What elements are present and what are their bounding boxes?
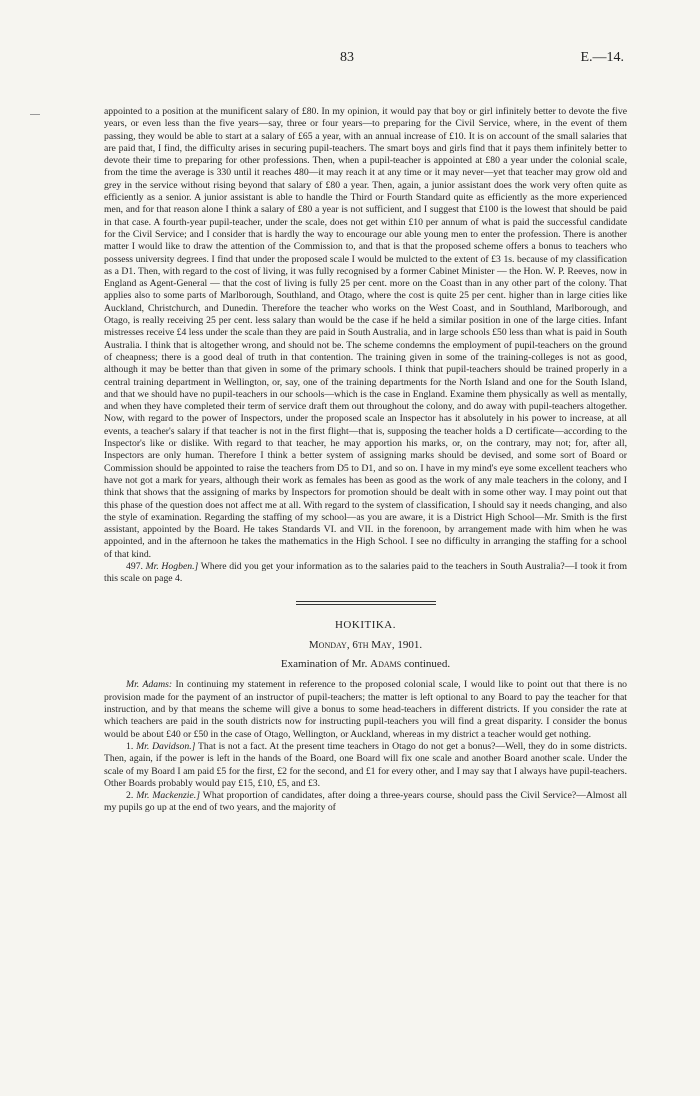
question-speaker: Mr. Davidson.] [136, 740, 196, 752]
question-497 [104, 561, 627, 586]
question-text: What proportion of candidates, after doing a three-years course, should pass the Civil Service?—Almost all my pupils go up at the end of two years, and the majority of [104, 790, 628, 814]
margin-mark [30, 114, 40, 115]
examination-suffix: continued. [403, 658, 451, 671]
examinee-name: Adams [370, 658, 402, 671]
examination-prefix: Examination of Mr. [280, 658, 368, 671]
statement-text: In continuing my statement in reference to the proposed colonial scale, I would like to point out that there is no provision made for the payment of an instructor of pupil-teachers; the matter is left optional to any Board to pay the teacher for that instruction, and by that means the scheme will give a bonus to some head-teachers in different districts. If you consider the rate at which teachers are paid in the south districts now for instructing pupil-teachers you will find a great disparity. I consider the bonus would be about £40 or £50 in the case of Otago, Wellington, or Auckland, whereas in my district a teacher would get nothing. [104, 679, 628, 740]
date-heading: Monday, 6th May, 1901. [308, 638, 423, 651]
examination-heading [104, 658, 627, 670]
document-reference: E.—14. [580, 50, 624, 65]
question-speaker: Mr. Hogben.] [145, 560, 199, 572]
question-number: 497. [126, 560, 143, 572]
question-2 [104, 790, 627, 815]
adams-statement [104, 679, 627, 740]
section-divider [296, 601, 436, 605]
statement-speaker: Mr. Adams: [126, 679, 173, 691]
question-1 [104, 741, 627, 790]
page-number: 83 [340, 50, 354, 65]
question-text: Where did you get your information as to the salaries paid to the teachers in South Australia?—I took it from this scale on page 4. [104, 560, 628, 585]
page-body [104, 106, 627, 815]
question-text: That is not a fact. At the present time teachers in Otago do not get a bonus?—Well, they do in some districts. Then, again, if the power is left in the hands of the Board, one Board will fix one scale and another Board another scale. Under the scale of my Board I am paid £5 for the first, £2 for the second, and £1 for every other, and I may say that I always have pupil-teachers. Other Boards probably would pay £15, £10, £5, and £3. [104, 740, 627, 789]
question-number: 2. [126, 790, 134, 802]
place-heading: HOKITIKA. [334, 618, 396, 631]
question-number: 1. [126, 740, 134, 752]
question-speaker: Mr. Mackenzie.] [136, 790, 200, 802]
statement-paragraph: appointed to a position at the munificent salary of £80. In my opinion, it would pay that boy or girl infinitely better to devote the five years, or even less than the five years—say, three or four years—to preparing for the Civil Service, where, in the event of them passing, they would be able to start at a salary of £65 a year, with an annual increase of £10. It is on account of the small salaries that are paid that, I find, the difficulty arises in securing pupil-teachers. The smart boys and girls find that it pays them infinitely better to devote their time to preparing for other professions. Then, when a pupil-teacher is appointed at £80 a year under the colonial scale, from the time the average is 330 until it reaches 480—it may reach it at any time or it may never—yet that teacher may grow old and grey in the service without rising beyond that salary of £80 a year. Then, again, a junior assistant does the work very often quite as efficiently as a senior. A junior assistant is able to handle the Third or Fourth Standard quite as efficiently as the more experienced men, and for that reason alone I think a salary of £80 a year is not sufficient, and I suggest that £100 is the lowest that should be paid in that case. A fourth-year pupil-teacher, under the scale, does not get within £10 per annum of what is paid the successful candidate for the Civil Service; and I consider that is hardly the way to encourage our able young men to enter the profession. There is another matter I would like to draw the attention of the Commission to, and that is that the proposed scheme offers a bonus to teachers who possess university degrees. I find that under the proposed scale I would be mulcted to the extent of £3 1s. because of my classification as a D1. Then, with regard to the cost of living, it was fully recognised by a former Cabinet Minister — the Hon. W. P. Reeves, now in England as Agent-General — that the cost of living is fully 25 per cent. more on the Coast than in any other part of the colony. That applies also to some parts of Marlborough, Southland, and Otago, where the cost is quite 25 per cent. higher than in large cities like Auckland, Christchurch, and Dunedin. Therefore the teacher who works on the West Coast, and in Southland, Marlborough, and Otago, is really receiving 25 per cent. less salary than would be the case if he held a similar position in one of the large cities. Infant mistresses receive £4 less under the scale than they are paid in South Australia, and in large schools £50 less than what is paid in South Australia. I think that is altogether wrong, and should not be. The scheme condemns the employment of pupil-teachers on the ground of cheapness; there is a good deal of truth in that contention. The training given in some of the training-colleges is not as good, although it may be better than that given in some of the primary schools. I think that pupil-teachers should be trained properly in a central training department in Wellington, or, say, one of the training departments for the North Island and one for the South Island, and that we should have no pupil-teachers in our schools—which is the case in England. Examine them physically as well as mentally, and when they have completed their term of service draft them out throughout the colony, and do away with pupil-teachers altogether. Now, with regard to the power of Inspectors, under the proposed scale an Inspector has it absolutely in his power to increase, at all events, a teacher's salary if that teacher is not in the first flight—that is, supposing the teacher holds a D certificate—according to the Inspector's like or dislike. With regard to that teacher, he may apportion his marks, or, on the contrary, may not; for, after all, Inspectors are only human. Therefore I think a better system of assigning marks should be devised, and some sort of Board or Commission should be appointed to raise the teachers from D5 to D1, and so on. I have in my mind's eye some excellent teachers who have not got a mark for years, although their work as females has been as good as the work of any male teachers in the colony, and I think that shows that the assigning of marks by Inspectors for promotion should be dealt with in some other way. I may point out that this phase of the question does not affect me at all. With regard to the system of classification, I should say it needs changing, and also the style of examination. Regarding the staffing of my school—as you are aware, it is a District High School—Mr. Smith is the first assistant, appointed by the Board. He takes Standards VI. and VII. in the forenoon, by arrangement made with him when he was appointed, and in the afternoon he takes the mathematics in the High School. I see no difficulty in arranging the staffing for a school of that kind. [104, 106, 627, 560]
